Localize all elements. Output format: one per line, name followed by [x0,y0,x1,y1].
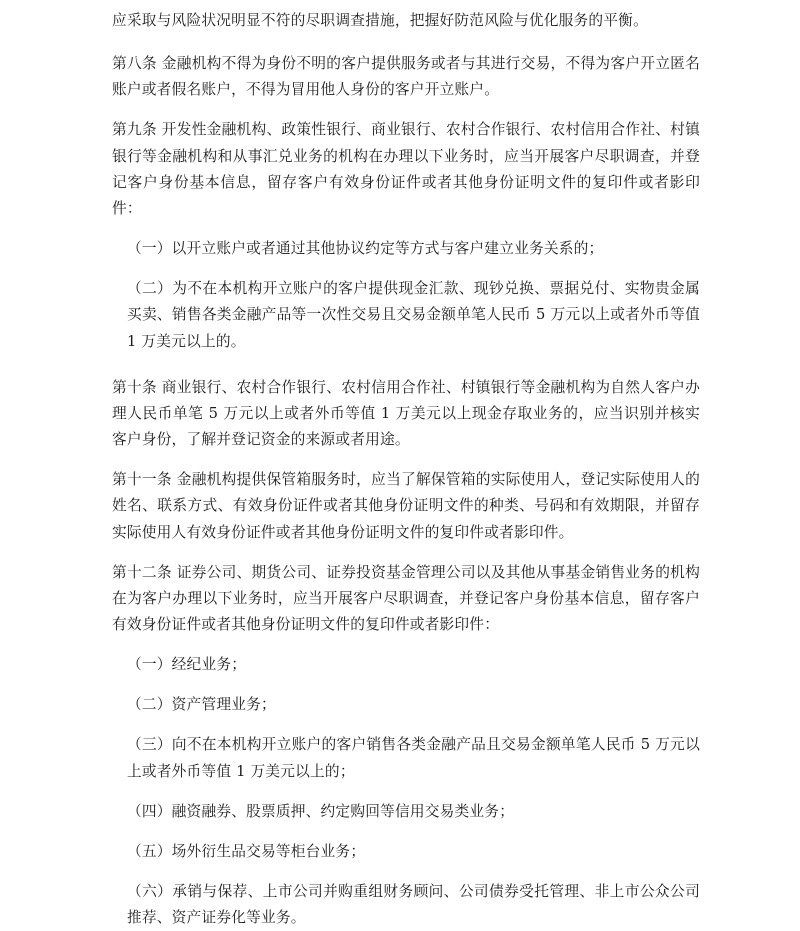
paragraph-article-12-item-2: （二）资产管理业务； [127,696,276,714]
paragraph-article-12: 第十二条 证券公司、期货公司、证券投资基金管理公司以及其他从事基金销售业务的机构在为客户办理以下业务时，应当开展客户尽职调查，并登记客户身份基本信息，留存客户有效身份证件或者其他身份证明文件的复印件或者影印件： [112,563,700,633]
paragraph-article-9-item-2: （二）为不在本机构开立账户的客户提供现金汇款、现钞兑换、票据兑付、实物贵金属买卖、销售各类金融产品等一次性交易且交易金额单笔人民币 5 万元以上或者外币等值 1 万美元以上的。 [127,280,700,350]
paragraph-article-10: 第十条 商业银行、农村合作银行、农村信用合作社、村镇银行等金融机构为自然人客户办理人民币单笔 5 万元以上或者外币等值 1 万美元以上现金存取业务的，应当识别并核实客户身份，了解并登记资金的来源或者用途。 [112,378,700,449]
document-body [112,8,700,931]
paragraph-continuation: 应采取与风险状况明显不符的尽职调查措施，把握好防范风险与优化服务的平衡。 [112,12,648,29]
paragraph-article-12-item-5: （五）场外衍生品交易等柜台业务； [127,842,366,860]
paragraph-article-12-item-3: （三）向不在本机构开立账户的客户销售各类金融产品且交易金额单笔人民币 5 万元以上或者外币等值 1 万美元以上的； [127,736,700,780]
paragraph-article-11: 第十一条 金融机构提供保管箱服务时，应当了解保管箱的实际使用人，登记实际使用人的姓名、联系方式、有效身份证件或者其他身份证明文件的种类、号码和有效期限，并留存实际使用人有效身份证件或者其他身份证明文件的复印件或者影印件。 [112,471,700,541]
paragraph-article-12-item-4: （四）融资融券、股票质押、约定购回等信用交易类业务； [127,802,515,820]
paragraph-article-9: 第九条 开发性金融机构、政策性银行、商业银行、农村合作银行、农村信用合作社、村镇银行等金融机构和从事汇兑业务的机构在办理以下业务时，应当开展客户尽职调查，并登记客户身份基本信息，留存客户有效身份证件或者其他身份证明文件的复印件或者影印件： [112,121,700,217]
paragraph-article-8: 第八条 金融机构不得为身份不明的客户提供服务或者与其进行交易，不得为客户开立匿名账户或者假名账户，不得为冒用他人身份的客户开立账户。 [112,55,700,99]
paragraph-article-9-item-1: （一）以开立账户或者通过其他协议约定等方式与客户建立业务关系的； [127,240,604,258]
paragraph-article-12-item-6: （六）承销与保荐、上市公司并购重组财务顾问、公司债券受托管理、非上市公众公司推荐、资产证券化等业务。 [127,883,700,927]
paragraph-article-12-item-1: （一）经纪业务； [127,656,247,674]
